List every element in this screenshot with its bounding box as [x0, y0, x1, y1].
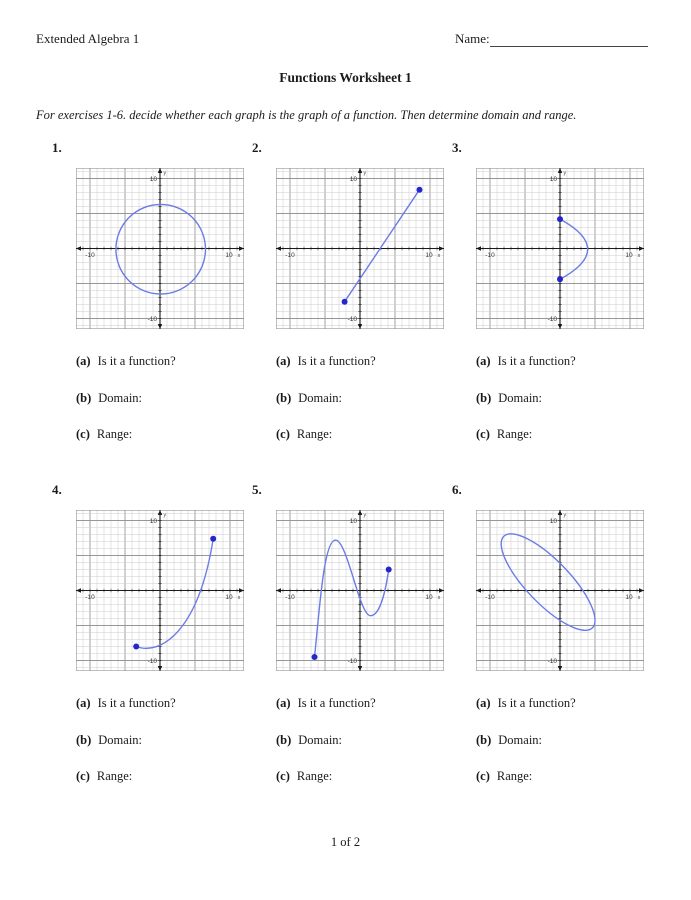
question-label: (b) [476, 733, 492, 747]
question-text: Domain: [498, 391, 543, 405]
question-text: Is it a function? [297, 354, 376, 368]
svg-text:10: 10 [425, 594, 433, 601]
question-c [276, 427, 332, 442]
svg-text:-10: -10 [285, 252, 295, 259]
question-text: Range: [96, 427, 133, 441]
question-c [476, 427, 532, 442]
question-label: (c) [276, 427, 290, 441]
svg-text:10: 10 [225, 594, 233, 601]
question-a [76, 696, 176, 711]
question-label: (a) [276, 354, 291, 368]
graph-exercise-3 [476, 168, 644, 329]
question-text: Domain: [98, 391, 143, 405]
coordinate-grid-5 [276, 510, 444, 671]
question-label: (c) [476, 427, 490, 441]
svg-text:-10: -10 [347, 316, 357, 323]
graph-exercise-5 [276, 510, 444, 671]
question-b [276, 733, 342, 748]
svg-text:x: x [637, 595, 641, 601]
worksheet-title: Functions Worksheet 1 [279, 70, 412, 85]
question-text: Range: [296, 769, 333, 783]
endpoint-dot [312, 654, 318, 660]
question-label: (a) [76, 696, 91, 710]
exercise-number: 5. [252, 482, 262, 497]
svg-text:-10: -10 [485, 252, 495, 259]
svg-text:x: x [637, 253, 641, 259]
question-text: Domain: [298, 733, 343, 747]
svg-text:x: x [237, 595, 241, 601]
svg-text:x: x [237, 253, 241, 259]
coordinate-grid-2 [276, 168, 444, 329]
question-text: Domain: [298, 391, 343, 405]
svg-text:-10: -10 [147, 316, 157, 323]
question-c [276, 769, 332, 784]
coordinate-grid-3 [476, 168, 644, 329]
svg-text:x: x [437, 253, 441, 259]
question-label: (b) [276, 391, 292, 405]
endpoint-dot [557, 216, 563, 222]
question-text: Domain: [498, 733, 543, 747]
question-c [476, 769, 532, 784]
course-title: Extended Algebra 1 [36, 31, 140, 46]
exercise-number: 2. [252, 140, 262, 155]
question-label: (c) [276, 769, 290, 783]
svg-text:y: y [163, 512, 166, 519]
question-text: Range: [96, 769, 133, 783]
svg-text:10: 10 [549, 518, 557, 525]
question-text: Is it a function? [297, 696, 376, 710]
graph-exercise-4 [76, 510, 244, 671]
question-label: (c) [76, 427, 90, 441]
question-label: (b) [76, 391, 92, 405]
endpoint-dot [342, 299, 348, 305]
question-text: Domain: [98, 733, 143, 747]
question-b [76, 391, 142, 406]
page-number: 1 of 2 [330, 835, 361, 849]
question-text: Range: [496, 769, 533, 783]
svg-text:-10: -10 [485, 594, 495, 601]
svg-text:10: 10 [149, 518, 157, 525]
svg-text:y: y [563, 170, 566, 177]
svg-text:y: y [163, 170, 166, 177]
question-b [276, 391, 342, 406]
svg-text:10: 10 [625, 594, 633, 601]
svg-text:y: y [363, 512, 366, 519]
exercise-number: 6. [452, 482, 462, 497]
question-label: (b) [76, 733, 92, 747]
question-label: (c) [476, 769, 490, 783]
question-text: Is it a function? [97, 696, 176, 710]
coordinate-grid-6 [476, 510, 644, 671]
svg-text:-10: -10 [547, 316, 557, 323]
svg-text:10: 10 [349, 518, 357, 525]
svg-text:y: y [363, 170, 366, 177]
question-c [76, 427, 132, 442]
question-text: Is it a function? [497, 696, 576, 710]
graph-exercise-2 [276, 168, 444, 329]
endpoint-dot [386, 567, 392, 573]
svg-text:x: x [437, 595, 441, 601]
name-blank-line [490, 33, 648, 47]
coordinate-grid-1 [76, 168, 244, 329]
question-a [276, 354, 376, 369]
name-label: Name: [455, 31, 490, 46]
question-text: Is it a function? [97, 354, 176, 368]
svg-text:10: 10 [425, 252, 433, 259]
question-label: (a) [76, 354, 91, 368]
exercise-2 [250, 140, 462, 470]
svg-text:-10: -10 [85, 252, 95, 259]
question-label: (b) [276, 733, 292, 747]
question-label: (a) [476, 354, 491, 368]
svg-text:10: 10 [625, 252, 633, 259]
endpoint-dot [210, 536, 216, 542]
svg-text:-10: -10 [347, 658, 357, 665]
question-a [276, 696, 376, 711]
exercise-number: 4. [52, 482, 62, 497]
question-b [76, 733, 142, 748]
endpoint-dot [557, 276, 563, 282]
svg-text:10: 10 [349, 176, 357, 183]
svg-text:-10: -10 [147, 658, 157, 665]
question-label: (a) [476, 696, 491, 710]
svg-text:10: 10 [549, 176, 557, 183]
exercise-number: 1. [52, 140, 62, 155]
question-a [476, 696, 576, 711]
question-b [476, 733, 542, 748]
exercise-1 [50, 140, 262, 470]
exercise-5 [250, 482, 462, 812]
graph-curve [116, 204, 206, 294]
svg-text:10: 10 [225, 252, 233, 259]
question-label: (a) [276, 696, 291, 710]
exercise-4 [50, 482, 262, 812]
svg-text:-10: -10 [85, 594, 95, 601]
question-label: (b) [476, 391, 492, 405]
instructions-text: For exercises 1-6. decide whether each graph is the graph of a function. Then determine domain and range. [36, 108, 577, 122]
question-a [476, 354, 576, 369]
endpoint-dot [417, 187, 423, 193]
endpoint-dot [133, 644, 139, 650]
svg-text:-10: -10 [547, 658, 557, 665]
question-text: Range: [296, 427, 333, 441]
question-text: Is it a function? [497, 354, 576, 368]
name-area [455, 31, 648, 47]
exercise-3 [450, 140, 662, 470]
graph-curve [488, 521, 608, 643]
question-c [76, 769, 132, 784]
question-a [76, 354, 176, 369]
coordinate-grid-4 [76, 510, 244, 671]
question-text: Range: [496, 427, 533, 441]
exercise-number: 3. [452, 140, 462, 155]
question-b [476, 391, 542, 406]
svg-text:y: y [563, 512, 566, 519]
graph-exercise-1 [76, 168, 244, 329]
exercise-6 [450, 482, 662, 812]
svg-text:-10: -10 [285, 594, 295, 601]
question-label: (c) [76, 769, 90, 783]
svg-text:10: 10 [149, 176, 157, 183]
graph-exercise-6 [476, 510, 644, 671]
